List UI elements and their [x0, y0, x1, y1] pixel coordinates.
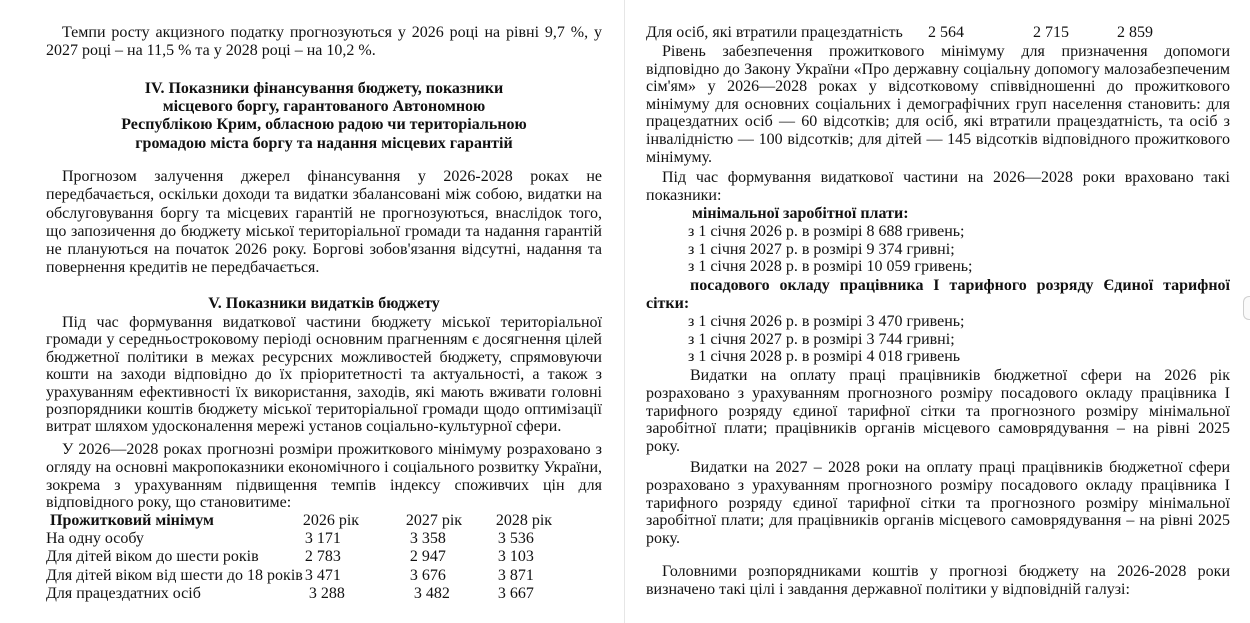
table-cell: Для дітей віком до шести років — [46, 548, 259, 566]
list-item: з 1 січня 2027 р. в розмірі 3 744 гривні; — [688, 330, 955, 348]
table-cell: Для дітей віком від шести до 18 років — [46, 566, 303, 584]
section-4-title-line: IV. Показники фінансування бюджету, показники — [144, 80, 504, 97]
list-item: з 1 січня 2027 р. в розмірі 9 374 гривні; — [688, 240, 955, 258]
indicators-intro-text: Під час формування видаткової частини на 2026—2028 роки враховано такі показники: — [646, 169, 1230, 204]
table-cell: 3 103 — [497, 548, 534, 566]
list-item: з 1 січня 2028 р. в розмірі 4 018 гривень — [688, 348, 961, 366]
main-managers-text: Головними розпорядниками коштів у прогнозі бюджету на 2026-2028 роки визначено такі цілі і завдання державної політики у відповідній галузі: — [646, 563, 1230, 598]
table-cell: 2 859 — [1117, 24, 1153, 41]
list-item: з 1 січня 2026 р. в розмірі 3 470 гривень; — [688, 313, 965, 330]
table-cell: 2 947 — [409, 548, 446, 566]
section-4-title-line: громадою міста боргу та надання місцевих гарантій — [135, 134, 513, 152]
subsistence-minimum-table — [46, 512, 602, 603]
min-wage-list — [688, 223, 1230, 276]
table-cell: 2 564 — [928, 24, 964, 41]
section-5-title: V. Показники видатків бюджету — [208, 295, 440, 312]
table-cell: 3 482 — [413, 584, 450, 602]
table-cell: 3 871 — [497, 566, 534, 584]
table-cell: 2 783 — [304, 548, 341, 566]
section-4-title — [46, 80, 602, 153]
table-cell: 3 471 — [304, 566, 341, 584]
table-cell: 3 667 — [497, 584, 534, 602]
salary-title: посадового окладу працівника І тарифного розряду Єдиної тарифної сітки: — [646, 277, 1230, 312]
subsistence-level-text: Рівень забезпечення прожиткового мінімуму для призначення допомоги відповідно до Закону України «Про державну соціальну допомогу малозабезпеченим сім'ям» у 2026—2028 роках у відсотковому співвідношенні до прожиткового мінімуму для основних соціальних і демографічних груп населення становить: для працездатних осіб — 60 відсотків; для осіб, які втратили працездатність, та осіб з інвалідністю — 100 відсотків; для дітей — 145 відсотків відповідного прожиткового мінімуму. — [646, 43, 1230, 166]
table-cell: 3 171 — [304, 530, 341, 548]
table-cell: На одну особу — [46, 530, 144, 548]
wages-2027-2028-text: Видатки на 2027 – 2028 роки на оплату праці працівників бюджетної сфери розраховано з урахуванням прогнозного розміру посадового окладу працівника І тарифного розряду єдиної тарифної сітки та прогнозного розміру мінімальної заробітної плати; для працівників органів місцевого самоврядування – на рівні 2025 року. — [646, 459, 1230, 548]
scrollbar-handle[interactable] — [1243, 296, 1250, 320]
section-5-text-1: Під час формування видаткової частини бюджету міської територіальної громади у середньостроковому періоді основним прагненням є досягнення цілей бюджетної політики в межах ресурсних можливостей бюджету, спрямовуючи кошти на заходи відповідно до їх пріоритетності та актуальності, а також з урахуванням ефективності їх використання, заходів, які мають вживати головні розпорядники коштів бюджету міської територіальної громади щодо оптимізації витрат шляхом удосконалення мережі установ соціально-культурної сфери. — [46, 314, 602, 436]
table-cell: 3 676 — [409, 566, 446, 584]
table-header-cell: 2027 рік — [405, 512, 463, 529]
excise-forecast-text: Темпи росту акцизного податку прогнозуються у 2026 році на рівні 9,7 %, у 2027 році – на 11,5 % та у 2028 році – на 10,2 %. — [46, 24, 602, 59]
table-header-row — [46, 512, 602, 530]
table-row — [46, 548, 602, 566]
table-cell: 3 536 — [497, 530, 534, 548]
table-cell: 2 715 — [1033, 24, 1069, 41]
table-header-cell: 2026 рік — [302, 512, 360, 529]
table-row — [46, 585, 602, 603]
column-divider — [624, 0, 625, 623]
table-cell: Для осіб, які втратили працездатність — [646, 24, 903, 41]
salary-list — [688, 313, 1230, 366]
section-4-title-line: Республікою Крим, обласною радою чи територіальною — [121, 116, 527, 134]
section-4-title-line: місцевого боргу, гарантованого Автономною — [162, 98, 486, 116]
table-cell: Для працездатних осіб — [46, 584, 201, 602]
list-item: з 1 січня 2028 р. в розмірі 10 059 гривень; — [688, 258, 973, 276]
list-item: з 1 січня 2026 р. в розмірі 8 688 гривень; — [688, 223, 965, 240]
table-cell: 3 358 — [409, 530, 446, 548]
section-4-text: Прогнозом залучення джерел фінансування у 2026-2028 роках не передбачається, оскільки доходи та видатки збалансовані між собою, видатки на обслуговування боргу та місцевих гарантій не прогнозуються, внаслідок того, що запозичення до бюджету міської територіальної громади та надання гарантій не плануються на початок 2026 року. Боргові зобов'язання відсутні, надання та повернення кредитів не передбачається. — [46, 168, 602, 277]
min-wage-title: мінімальної заробітної плати: — [692, 205, 909, 222]
table-row — [46, 567, 602, 585]
subsistence-minimum-table-continued — [646, 24, 1153, 42]
table-row — [646, 24, 1153, 42]
table-header-cell: 2028 рік — [495, 512, 553, 529]
table-cell: 3 288 — [308, 584, 345, 602]
section-5-text-2: У 2026—2028 роках прогнозні розміри прожиткового мінімуму розраховано з огляду на основні макропоказники економічного і соціального розвитку України, зокрема з урахуванням підвищення темпів індексу споживчих цін для відповідного року, що становитиме: — [46, 441, 602, 512]
table-header-cell: Прожитковий мінімум — [50, 512, 214, 529]
table-row — [46, 530, 602, 548]
wages-2026-text: Видатки на оплату праці працівників бюджетної сфери на 2026 рік розраховано з урахуванням прогнозного розміру посадового окладу працівника І тарифного розряду єдиної тарифної сітки та прогнозного розміру мінімальної заробітної плати; працівників органів місцевого самоврядування – на рівні 2025 року. — [646, 367, 1230, 456]
